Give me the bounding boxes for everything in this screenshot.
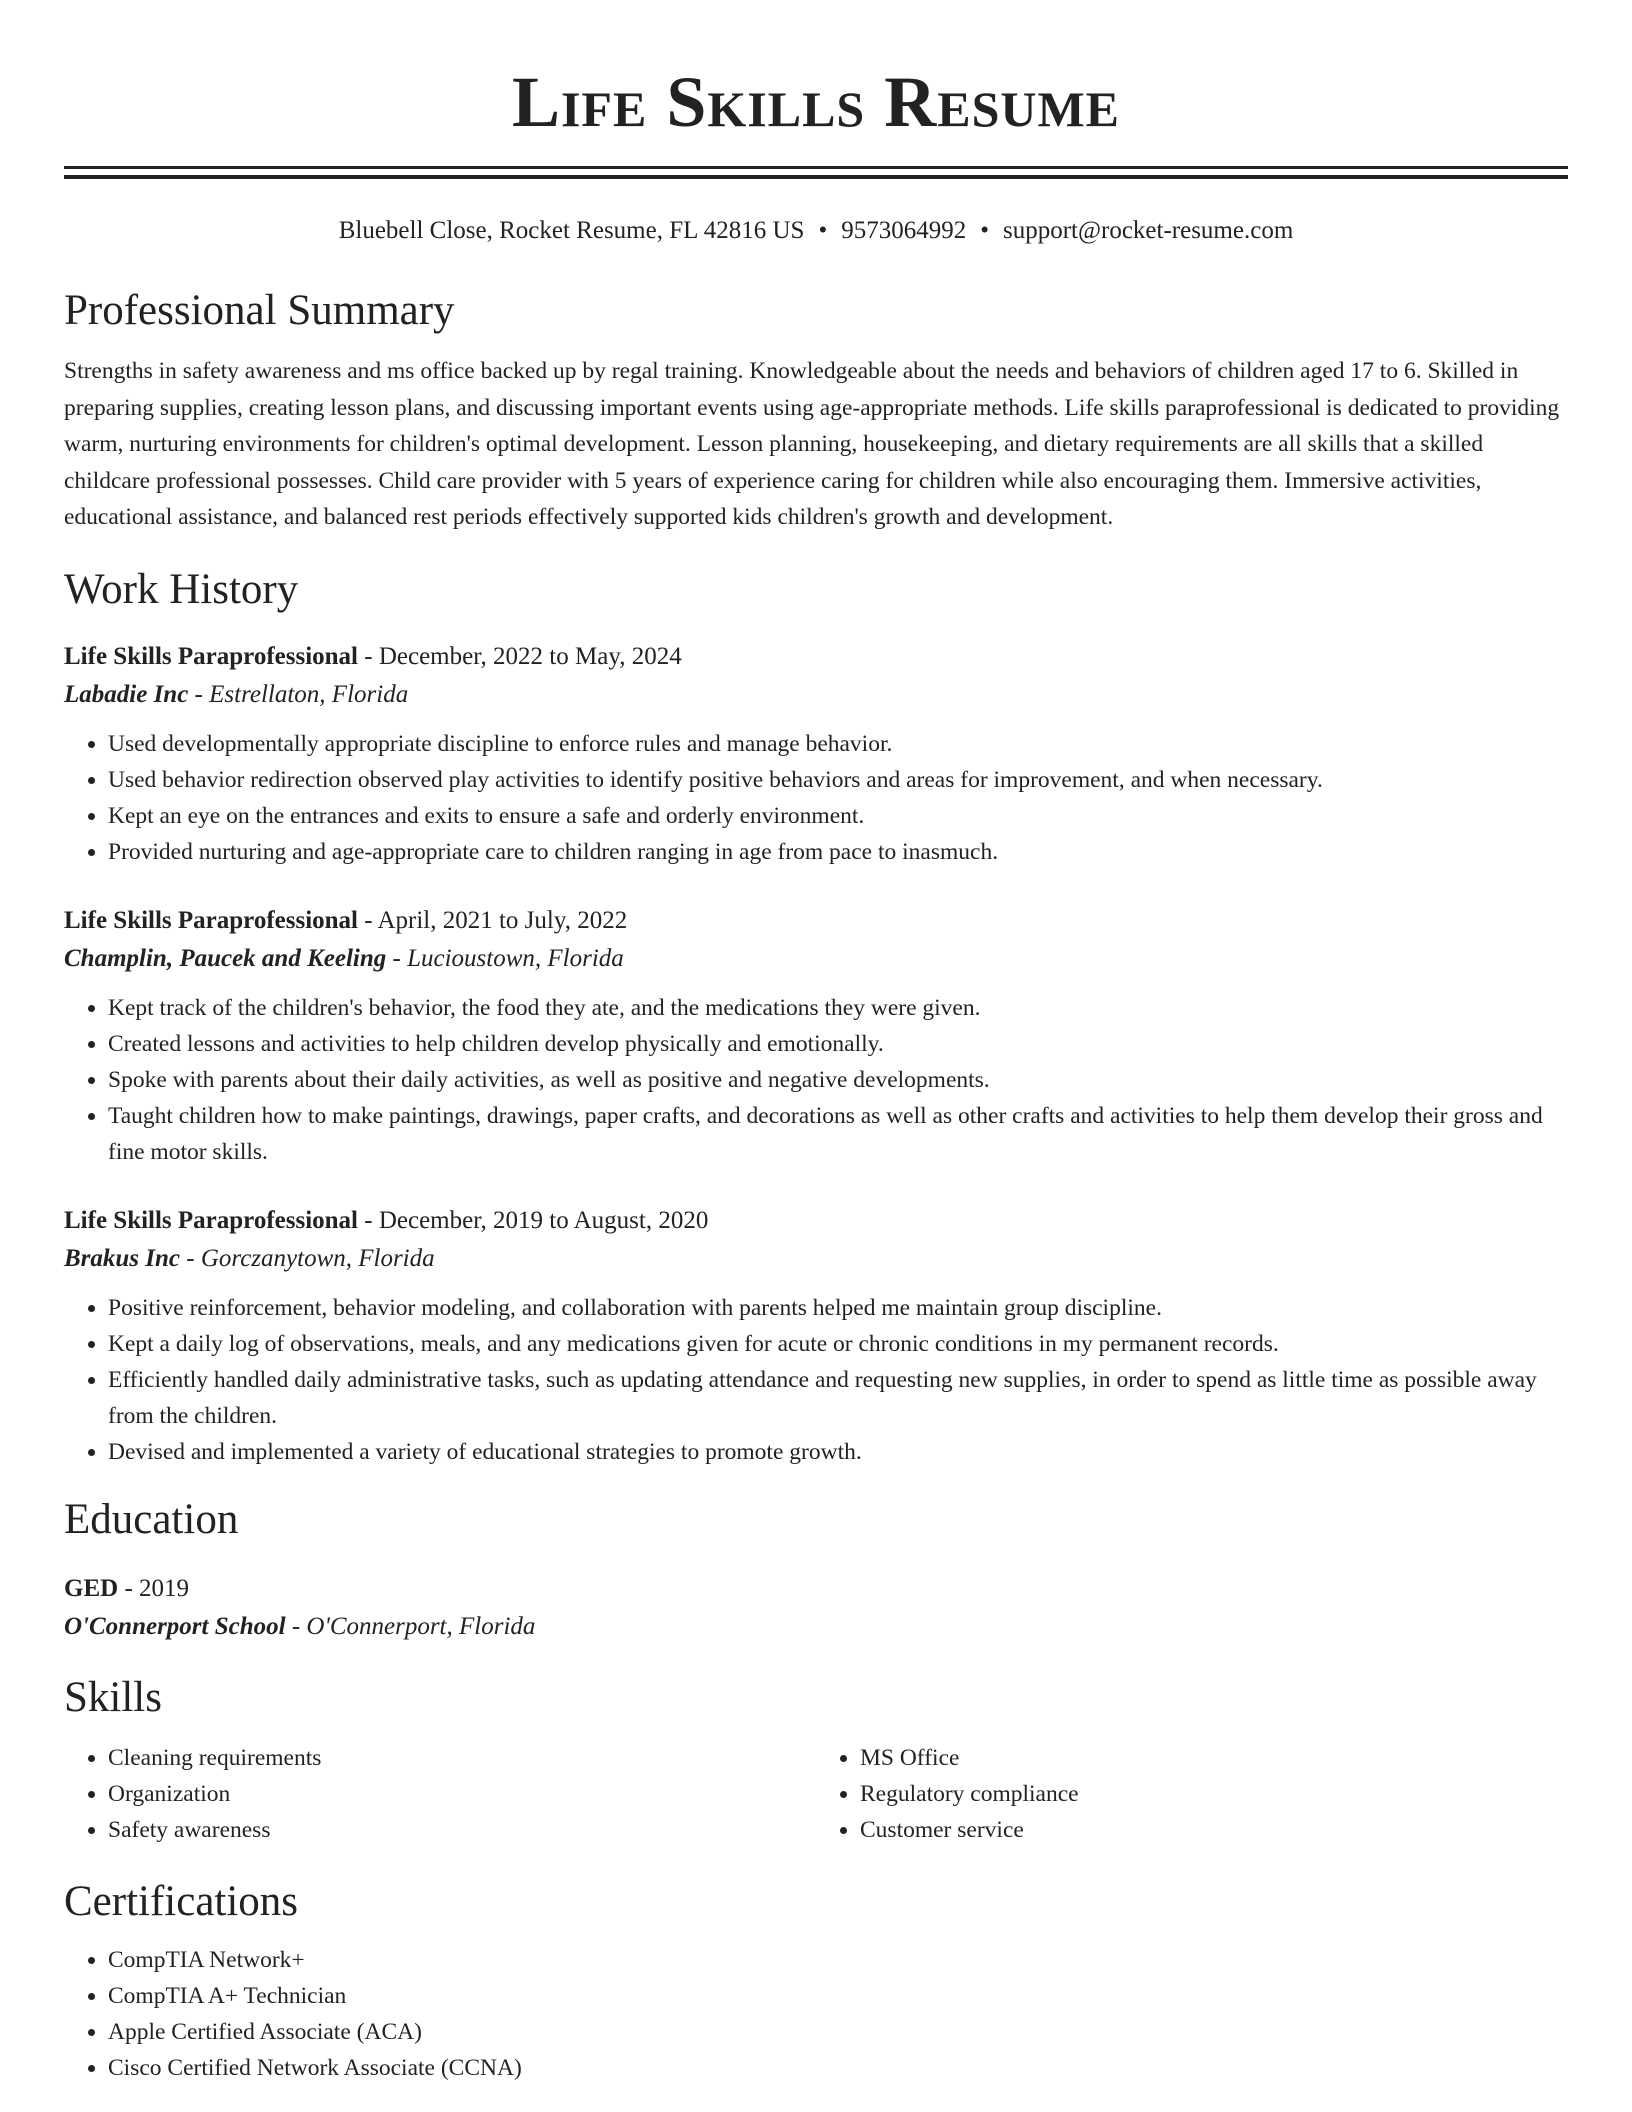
- summary-section: [64, 283, 1568, 536]
- skills-section: [64, 1670, 1568, 1848]
- resume-title: Life Skills Resume: [511, 62, 1121, 142]
- work-history-section: [64, 562, 1568, 1470]
- list-item: • MS Office: [860, 1740, 1568, 1776]
- job-entry: [64, 1202, 1568, 1470]
- job-company-line: [64, 676, 1568, 714]
- contact-email: support@rocket-resume.com: [1002, 217, 1294, 244]
- contact-address: Bluebell Close, Rocket Resume, FL 42816 US: [338, 217, 805, 244]
- list-item: • Cleaning requirements: [108, 1740, 816, 1776]
- list-item: • Spoke with parents about their daily activities, as well as positive and negative developments.: [108, 1062, 1568, 1098]
- list-item: • Cisco Certified Network Associate (CCNA): [108, 2050, 1568, 2086]
- list-item: • Kept an eye on the entrances and exits to ensure a safe and orderly environment.: [108, 798, 1568, 834]
- list-item: • Taught children how to make paintings, drawings, paper crafts, and decorations as well as other crafts and activities to help them develop their gross and fine motor skills.: [108, 1098, 1568, 1170]
- job-dates: - December, 2019 to August, 2020: [358, 1206, 709, 1234]
- degree-year: - 2019: [118, 1574, 190, 1602]
- list-item: • CompTIA Network+: [108, 1942, 1568, 1978]
- summary-heading: Professional Summary: [64, 287, 455, 334]
- summary-text: Strengths in safety awareness and ms office backed up by regal training. Knowledgeable about the needs and behaviors of children aged 17 to 6. Skilled in preparing supplies, creating lesson plans, and discussing important events using age-appropriate methods. Life skills paraprofessional is dedicated to providing warm, nurturing environments for children's optimal development. Lesson planning, housekeeping, and dietary requirements are all skills that a skilled childcare professional possesses. Child care provider with 5 years of experience caring for children while also encouraging them. Immersive activities, educational assistance, and balanced rest periods effectively supported kids children's growth and development.: [64, 358, 1560, 530]
- list-item: • Used behavior redirection observed play activities to identify positive behaviors and areas for improvement, and when necessary.: [108, 762, 1568, 798]
- job-entry: [64, 638, 1568, 870]
- skills-list-left: [64, 1740, 816, 1848]
- job-location: - Estrellaton, Florida: [188, 680, 409, 708]
- list-item: • Customer service: [860, 1812, 1568, 1848]
- job-title: Life Skills Paraprofessional: [64, 642, 359, 670]
- list-item: • Apple Certified Associate (ACA): [108, 2014, 1568, 2050]
- education-section: [64, 1492, 1568, 1646]
- certifications-heading: Certifications: [64, 1877, 299, 1925]
- education-entry: [64, 1570, 1568, 1646]
- school-location: - O'Connerport, Florida: [285, 1612, 536, 1640]
- job-dates: - December, 2022 to May, 2024: [358, 642, 682, 670]
- list-item: • Safety awareness: [108, 1812, 816, 1848]
- certifications-section: [64, 1874, 1568, 2086]
- work-history-heading: Work History: [64, 565, 299, 613]
- job-company: Brakus Inc: [64, 1244, 181, 1272]
- list-item: • Used developmentally appropriate discipline to enforce rules and manage behavior.: [108, 726, 1568, 762]
- title-divider-thick: [64, 175, 1568, 179]
- school-line: [64, 1608, 1568, 1646]
- job-title-line: [64, 1202, 1568, 1240]
- list-item: • CompTIA A+ Technician: [108, 1978, 1568, 2014]
- contact-separator: •: [818, 217, 828, 244]
- job-entry: [64, 902, 1568, 1170]
- list-item: • Provided nurturing and age-appropriate care to children ranging in age from pace to inasmuch.: [108, 834, 1568, 870]
- list-item: • Efficiently handled daily administrative tasks, such as updating attendance and requesting new supplies, in order to spend as little time as possible away from the children.: [108, 1362, 1568, 1434]
- job-company: Champlin, Paucek and Keeling: [64, 944, 387, 972]
- degree-line: [64, 1570, 1568, 1608]
- certifications-list: [64, 1942, 1568, 2086]
- list-item: • Kept a daily log of observations, meals, and any medications given for acute or chronic conditions in my permanent records.: [108, 1326, 1568, 1362]
- list-item: • Positive reinforcement, behavior modeling, and collaboration with parents helped me maintain group discipline.: [108, 1290, 1568, 1326]
- list-item: • Regulatory compliance: [860, 1776, 1568, 1812]
- skills-list-right: [816, 1740, 1568, 1848]
- list-item: • Kept track of the children's behavior, the food they ate, and the medications they were given.: [108, 990, 1568, 1026]
- school-name: O'Connerport School: [64, 1612, 286, 1640]
- contact-phone: 9573064992: [841, 217, 967, 244]
- job-location: - Gorczanytown, Florida: [180, 1244, 435, 1272]
- job-duties-list: [64, 1290, 1568, 1470]
- title-divider-thin: [64, 166, 1568, 169]
- skills-heading: Skills: [64, 1673, 162, 1721]
- job-company: Labadie Inc: [64, 680, 189, 708]
- degree: GED: [64, 1574, 119, 1602]
- job-title: Life Skills Paraprofessional: [64, 1206, 359, 1234]
- contact-line: [64, 213, 1568, 249]
- job-duties-list: [64, 990, 1568, 1170]
- job-company-line: [64, 1240, 1568, 1278]
- contact-separator: •: [980, 217, 989, 244]
- job-title: Life Skills Paraprofessional: [64, 906, 359, 934]
- list-item: • Organization: [108, 1776, 816, 1812]
- job-duties-list: [64, 726, 1568, 870]
- job-dates: - April, 2021 to July, 2022: [358, 906, 628, 934]
- list-item: • Devised and implemented a variety of educational strategies to promote growth.: [108, 1434, 1568, 1470]
- job-title-line: [64, 638, 1568, 676]
- job-title-line: [64, 902, 1568, 940]
- job-location: - Lucioustown, Florida: [386, 944, 624, 972]
- skills-grid: [64, 1740, 1568, 1848]
- list-item: • Created lessons and activities to help children develop physically and emotionally.: [108, 1026, 1568, 1062]
- job-company-line: [64, 940, 1568, 978]
- education-heading: Education: [64, 1495, 239, 1543]
